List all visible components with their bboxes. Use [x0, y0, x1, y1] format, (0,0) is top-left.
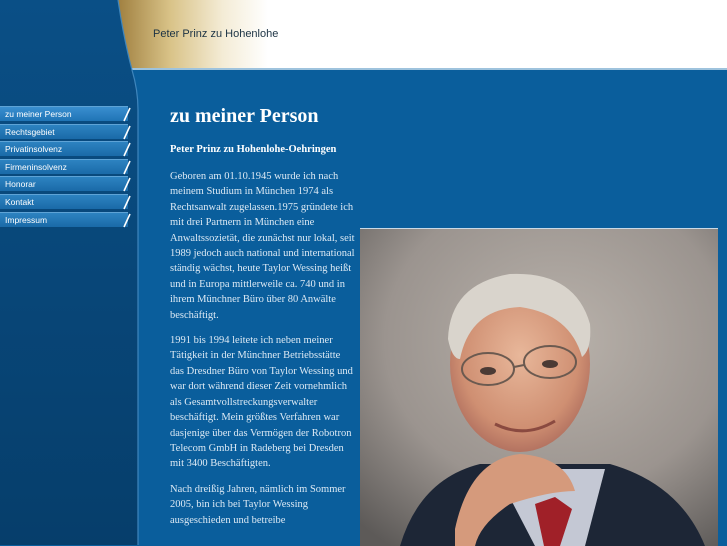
nav-slash-icon — [122, 160, 132, 175]
page-title: zu meiner Person — [170, 105, 319, 127]
nav-slash-icon — [122, 195, 132, 210]
nav-item-label: Impressum — [5, 214, 48, 225]
bio-paragraph: 1991 bis 1994 leitete ich neben meiner Tätigkeit in der Münchner Betriebsstätte das Dresdner Büro von Taylor Wessing und war dort während dieser Zeit vornehmlich als Gesamtvollstreckungsverwalter beschäftigt. Mein größtes Verfahren war dasjenige über das Vermögen der Robotron Telecom GmbH in Radeberg bei Dresden mit 3400 Beschäftigten. — [170, 335, 353, 470]
nav-item-label: Privatinsolvenz — [5, 144, 63, 155]
nav-item[interactable] — [0, 106, 128, 121]
nav-item-label: zu meiner Person — [5, 109, 72, 119]
nav-item[interactable] — [0, 194, 128, 209]
nav-item-label: Honorar — [5, 179, 36, 190]
sidebar-background — [0, 0, 140, 545]
nav-item-label: Kontakt — [5, 196, 34, 207]
bio-paragraph: Nach dreißig Jahren, nämlich im Sommer 2005, bin ich bei Taylor Wessing ausgeschieden und betreibe — [170, 483, 346, 526]
portrait-photo — [360, 228, 718, 546]
site-title: Peter Prinz zu Hohenlohe — [153, 28, 279, 40]
nav-item[interactable] — [0, 141, 128, 156]
nav-slash-icon — [122, 125, 132, 140]
nav-item[interactable] — [0, 176, 128, 191]
nav-slash-icon — [122, 107, 132, 122]
main-navigation — [0, 106, 135, 229]
nav-item[interactable] — [0, 212, 128, 227]
nav-item-label: Rechtsgebiet — [5, 126, 55, 137]
nav-item[interactable] — [0, 159, 128, 174]
nav-item[interactable] — [0, 124, 128, 139]
nav-item-label: Firmeninsolvenz — [5, 161, 67, 172]
nav-slash-icon — [122, 213, 132, 228]
nav-slash-icon — [122, 177, 132, 192]
nav-slash-icon — [122, 142, 132, 157]
bio-paragraph: Geboren am 01.10.1945 wurde ich nach meinem Studium in München 1974 als Rechtsanwalt zugelassen.1975 gründete ich mit drei Partnern in München eine Anwaltssozietät, die zunächst nur lokal, seit 1989 jedoch auch national und international ständig wächst, heute Taylor Wessing heißt und in Europa mittlerweile ca. 740 und in ihrem Münchner Büro über 80 Anwälte beschäftigt. — [170, 171, 355, 321]
main-content — [170, 105, 355, 538]
page-subtitle: Peter Prinz zu Hohenlohe-Oehringen — [170, 144, 337, 155]
